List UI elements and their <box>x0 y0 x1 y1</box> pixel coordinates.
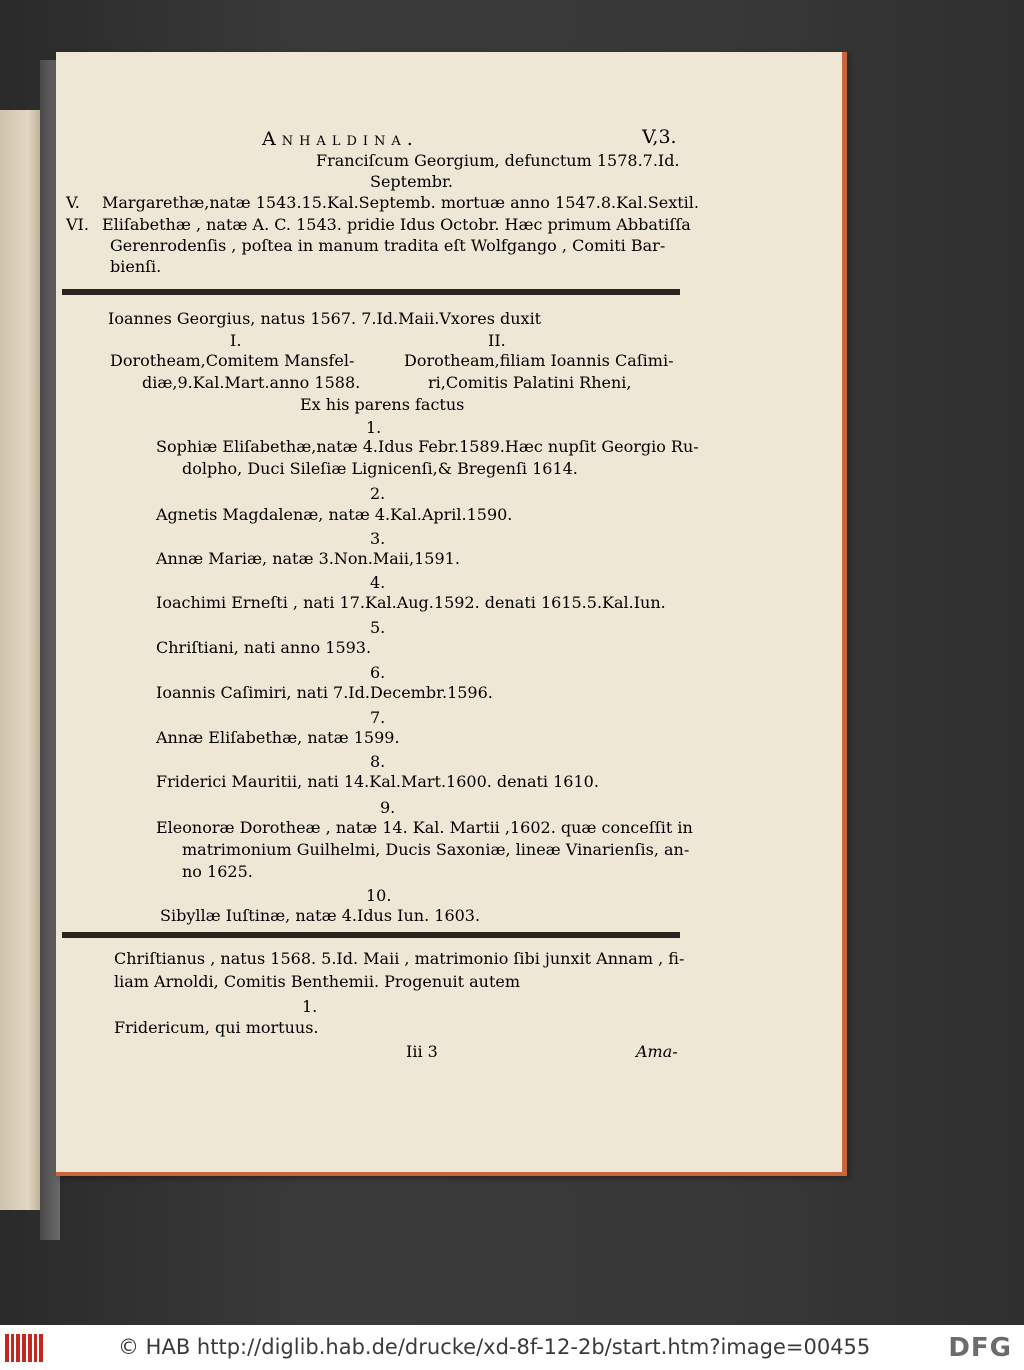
column-numeral: II. <box>488 331 506 350</box>
text-line: liam Arnoldi, Comitis Benthemii. Progenuit autem <box>114 972 521 991</box>
text-line: Septembr. <box>370 172 453 191</box>
signature-line: Iii 3 <box>406 1042 438 1061</box>
text-line: Margarethæ,natæ 1543.15.Kal.Septemb. mortuæ anno 1547.8.Kal.Sextil. <box>102 193 699 212</box>
child-number: 4. <box>370 573 386 592</box>
text-line: Fridericum, qui mortuus. <box>114 1018 319 1037</box>
text-line: Franciſcum Georgium, defunctum 1578.7.Id. <box>316 151 680 170</box>
running-title: Anhaldina. <box>262 128 419 150</box>
text-line: Eleonoræ Dorotheæ , natæ 14. Kal. Martii ,1602. quæ conceſſit in <box>156 818 693 837</box>
child-number: 7. <box>370 708 386 727</box>
section-divider <box>62 289 680 295</box>
text-line: Ioachimi Erneſti , nati 17.Kal.Aug.1592. denati 1615.5.Kal.Iun. <box>156 593 666 612</box>
text-line: bienſi. <box>110 257 162 276</box>
text-line: ri,Comitis Palatini Rheni, <box>428 373 632 392</box>
child-number: 2. <box>370 484 386 503</box>
text-line: Gerenrodenſis , poſtea in manum tradita eſt Wolfgango , Comiti Bar- <box>110 236 666 255</box>
text-line: diæ,9.Kal.Mart.anno 1588. <box>142 373 361 392</box>
child-number: 10. <box>366 886 392 905</box>
facing-page-edge <box>0 110 40 1210</box>
text-line: Ioannis Caſimiri, nati 7.Id.Decembr.1596. <box>156 683 493 702</box>
child-number: 6. <box>370 663 386 682</box>
text-line: Eliſabethæ , natæ A. C. 1543. pridie Idus Octobr. Hæc primum Abbatiſſa <box>102 215 691 234</box>
text-line: Sibyllæ Iuſtinæ, natæ 4.Idus Iun. 1603. <box>160 906 481 925</box>
child-number: 1. <box>302 997 318 1016</box>
child-number: 9. <box>380 798 396 817</box>
dfg-logo: DFG <box>948 1333 1012 1363</box>
catchword: Ama- <box>636 1042 678 1061</box>
text-line: Sophiæ Eliſabethæ,natæ 4.Idus Febr.1589.Hæc nupſit Georgio Ru- <box>156 437 699 456</box>
text-line: Agnetis Magdalenæ, natæ 4.Kal.April.1590. <box>156 505 513 524</box>
text-line: dolpho, Duci Sileſiæ Lignicenſi,& Bregenſi 1614. <box>182 459 578 478</box>
section-divider <box>62 932 680 938</box>
text-line: Ioannes Georgius, natus 1567. 7.Id.Maii.Vxores duxit <box>108 309 542 328</box>
child-number: 8. <box>370 752 386 771</box>
copyright-link[interactable]: © HAB http://diglib.hab.de/drucke/xd-8f-12-2b/start.htm?image=00455 <box>118 1335 871 1359</box>
footer-bar <box>0 1325 1024 1370</box>
text-line: Annæ Mariæ, natæ 3.Non.Maii,1591. <box>156 549 460 568</box>
book-page <box>56 52 847 1176</box>
child-number: 1. <box>366 418 382 437</box>
text-line: Annæ Eliſabethæ, natæ 1599. <box>156 728 400 747</box>
hab-logo-icon <box>5 1334 43 1362</box>
child-number: 3. <box>370 529 386 548</box>
item-number: VI. <box>66 215 89 234</box>
column-numeral: I. <box>230 331 242 350</box>
text-line: Friderici Mauritii, nati 14.Kal.Mart.1600. denati 1610. <box>156 772 599 791</box>
text-line: no 1625. <box>182 862 253 881</box>
child-number: 5. <box>370 618 386 637</box>
text-line: Chriſtiani, nati anno 1593. <box>156 638 372 657</box>
signature-mark: V,3. <box>642 126 677 148</box>
text-line: Ex his parens factus <box>300 395 465 414</box>
text-line: Dorotheam,Comitem Mansfel- <box>110 351 355 370</box>
text-line: Dorotheam,filiam Ioannis Caſimi- <box>404 351 674 370</box>
text-line: matrimonium Guilhelmi, Ducis Saxoniæ, lineæ Vinarienſis, an- <box>182 840 690 859</box>
text-line: Chriſtianus , natus 1568. 5.Id. Maii , matrimonio ſibi junxit Annam , fi- <box>114 949 685 968</box>
item-number: V. <box>66 193 80 212</box>
